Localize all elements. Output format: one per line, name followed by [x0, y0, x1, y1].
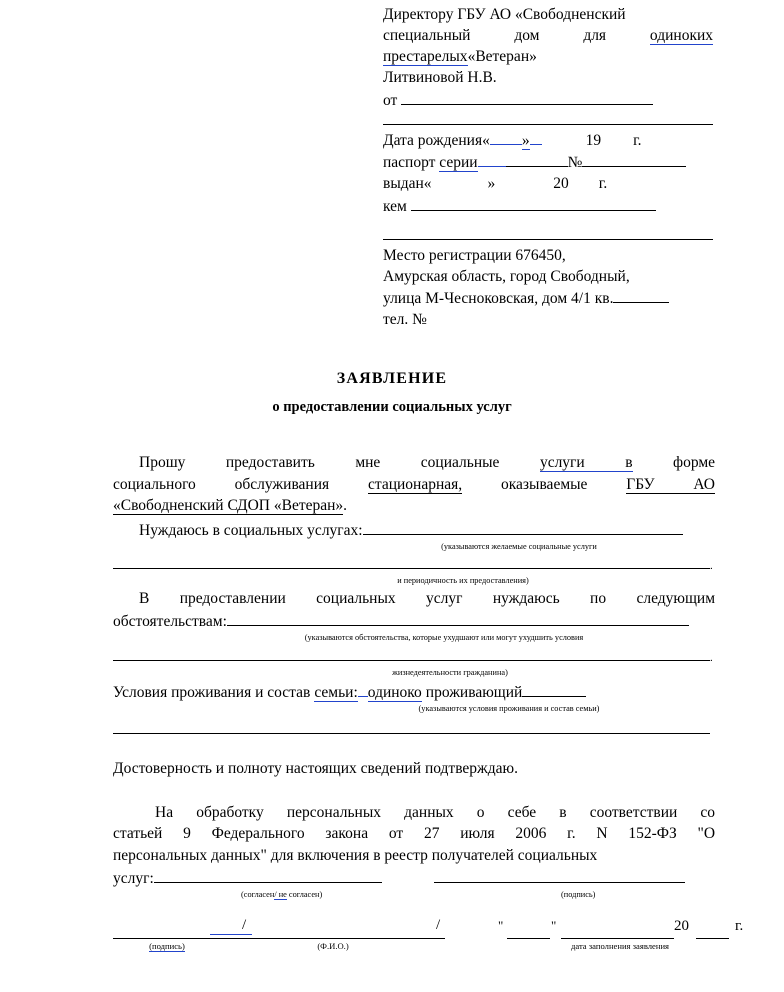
- issued-by-label: кем: [383, 198, 407, 215]
- circumstances-paragraph: [113, 588, 715, 610]
- birthdate-year-suffix: г.: [633, 132, 642, 149]
- request-paragraph: [113, 452, 715, 517]
- request-w8: обслуживания: [234, 475, 330, 493]
- addressee-word-dom: дом: [514, 27, 540, 44]
- request-w2: предоставить: [225, 454, 315, 471]
- passport-label: паспорт: [383, 154, 436, 171]
- issued-year-prefix: 20: [553, 175, 569, 192]
- living-caption: (указываются условия проживания и состав семьи): [418, 704, 600, 713]
- circ-label-2: обстоятельствам:: [113, 613, 227, 630]
- request-w7: социального: [113, 475, 196, 493]
- passport-number-sign: №: [567, 154, 583, 171]
- footer-signature-block: [113, 912, 744, 972]
- circumstances-caption-1: (указываются обстоятельства, которые ухудшают или могут ухудшить условия: [304, 633, 584, 642]
- addressee-line-1-text: Директору ГБУ АО «Свободненский: [383, 6, 626, 23]
- living-field-2[interactable]: [113, 720, 710, 734]
- consent-line-2: [113, 823, 715, 845]
- spacer-2: [383, 217, 713, 239]
- consent-caption-a: (согласен: [241, 890, 275, 899]
- footer-date-year-line[interactable]: [696, 938, 729, 939]
- passport-number-field[interactable]: [582, 151, 686, 167]
- addressee-line-1: [383, 4, 713, 25]
- document-body: [113, 452, 715, 902]
- need-caption-1: (указываются желаемые социальные услуги: [441, 541, 597, 551]
- request-w11-org[interactable]: ГБУ АО: [626, 475, 715, 493]
- birthdate-quote-close: »: [521, 132, 530, 149]
- consent-w8: Федерального: [211, 825, 305, 842]
- request-line-2: [113, 474, 715, 496]
- footer-slash-2: /: [436, 917, 441, 933]
- circ-w6: по: [590, 589, 607, 607]
- consent-paragraph: [113, 802, 715, 867]
- circ-period: .: [710, 652, 713, 664]
- request-w1: Прошу: [139, 454, 186, 471]
- addressee-word-odinokih[interactable]: одиноких: [649, 27, 714, 44]
- consent-captions-row: [113, 888, 715, 902]
- living-conditions-row: [113, 680, 715, 702]
- circ-w4: услуг: [426, 589, 463, 607]
- circumstances-field-row: [113, 609, 715, 631]
- request-w4: социальные: [420, 454, 500, 471]
- circumstances-caption-2: жизнедеятельности гражданина): [392, 668, 508, 677]
- living-value-2: проживающий: [425, 684, 523, 701]
- footer-quote-open: ": [498, 918, 504, 933]
- issued-quote-close: »: [487, 175, 496, 192]
- footer-signature-caption-text: (подпись): [149, 941, 185, 951]
- circumstances-field[interactable]: [227, 609, 689, 626]
- consent-caption-agree: [241, 889, 322, 900]
- need-continuation-row: [113, 555, 715, 574]
- request-w5-services-in[interactable]: услуги в: [539, 454, 633, 471]
- footer-signature-caption: [127, 941, 207, 951]
- birthdate-year-prefix: 19: [585, 132, 602, 149]
- circ-w5: нуждаюсь: [492, 589, 560, 607]
- request-line-1: [113, 452, 715, 474]
- from-label: от: [383, 92, 398, 109]
- footer-slash-1: /: [242, 917, 247, 933]
- birthdate-month-field[interactable]: [530, 129, 542, 145]
- consent-caption-signature: (подпись): [561, 890, 596, 899]
- footer-signature-line[interactable]: [113, 938, 445, 939]
- consent-w14: г.: [567, 825, 576, 842]
- addressee-line-3: [383, 46, 713, 67]
- footer-fio-caption: (Ф.И.О.): [317, 941, 349, 951]
- birthdate-row: [383, 129, 713, 151]
- registration-line-1: Место регистрации 676450,: [383, 247, 566, 264]
- consent-w13: 2006: [515, 825, 547, 842]
- circ-w2: предоставлении: [179, 589, 286, 607]
- circ-w3: социальных: [316, 589, 396, 607]
- consent-w10: от: [388, 825, 404, 842]
- need-services-field-2[interactable]: [113, 555, 710, 569]
- registration-street-text: улица М-Чесноковская, дом 4/1 кв.: [383, 290, 614, 307]
- consent-w2: обработку: [196, 803, 264, 821]
- consent-line-3: персональных данных" для включения в реестр получателей социальных: [113, 846, 598, 864]
- request-w9-form-value[interactable]: стационарная,: [367, 475, 463, 493]
- passport-series-field[interactable]: [506, 151, 568, 167]
- consent-field-row: [113, 866, 715, 888]
- need-label: Нуждаюсь в социальных услугах:: [139, 521, 363, 539]
- consent-w4: данных: [404, 803, 454, 821]
- birthdate-day-field[interactable]: [490, 129, 522, 145]
- request-w3: мне: [355, 454, 381, 471]
- addressee-block: [383, 4, 713, 330]
- living-family-label[interactable]: семьи:: [314, 684, 358, 701]
- addressee-word-special: специальный: [383, 27, 471, 44]
- living-gap-blue: [358, 681, 368, 697]
- birthdate-quote-open: «: [482, 132, 490, 149]
- passport-series-row: [383, 151, 713, 173]
- issued-quote-open: «: [423, 175, 432, 192]
- issued-year-suffix: г.: [598, 175, 608, 192]
- footer-date-month-line[interactable]: [561, 938, 674, 939]
- need-caption-2: и периодичность их предоставления): [397, 575, 529, 585]
- passport-series-field-blue[interactable]: [478, 151, 506, 167]
- footer-year-suffix: г.: [735, 918, 744, 934]
- consent-caption-c: согласен): [286, 890, 323, 899]
- consent-w15: N: [596, 825, 608, 842]
- document-subtitle: о предоставлении социальных услуг: [272, 399, 512, 415]
- issued-label: выдан: [383, 175, 424, 192]
- footer-date-caption: дата заполнения заявления: [570, 941, 670, 951]
- from-blank-field[interactable]: [401, 88, 653, 105]
- passport-issued-row: [383, 173, 713, 194]
- footer-slash-underline-blue: [210, 934, 252, 935]
- issued-by-field[interactable]: [411, 194, 656, 211]
- registration-line-3: [383, 287, 713, 309]
- need-services-row: [113, 518, 715, 540]
- consent-w11: 27: [423, 825, 440, 842]
- header-divider-rule: [383, 124, 713, 125]
- birthdate-label: Дата рождения: [383, 132, 483, 149]
- addressee-director-name: Литвиновой Н.В.: [383, 69, 497, 86]
- consent-w5: о себе в соответствии со: [476, 803, 716, 821]
- circ-w7: следующим: [636, 589, 715, 607]
- request-w10: оказываемые: [500, 475, 588, 493]
- consent-w7: 9: [183, 825, 191, 842]
- document-title: ЗАЯВЛЕНИЕ: [336, 370, 448, 387]
- addressee-word-dlya: для: [583, 27, 607, 44]
- addressee-line-2-row: [383, 25, 713, 46]
- addressee-word-veteran: «Ветеран»: [467, 48, 537, 65]
- living-value[interactable]: одиноко: [367, 684, 422, 701]
- request-line-3: [113, 495, 715, 517]
- need-services-field[interactable]: [363, 518, 683, 535]
- registration-divider-rule: [383, 239, 713, 240]
- consent-line-1: [113, 802, 715, 824]
- consent-w3: персональных: [286, 803, 382, 821]
- consent-caption-b[interactable]: / не: [274, 890, 287, 899]
- footer-year-prefix: 20: [674, 918, 689, 934]
- consent-label: услуг:: [113, 870, 154, 887]
- living-continuation-row: [113, 720, 715, 739]
- spacer-1: [383, 111, 713, 124]
- footer-quote-close: ": [551, 918, 557, 933]
- circumstances-field-2[interactable]: [113, 647, 710, 661]
- issued-by-row: [383, 194, 713, 217]
- circumstances-line-1: [113, 588, 715, 610]
- consent-w17: "О: [697, 825, 716, 842]
- request-w13-period: .: [343, 497, 348, 514]
- need-period: .: [710, 559, 713, 572]
- addressee-line-2: [383, 25, 713, 46]
- confirmation-text: Достоверность и полноту настоящих сведений подтверждаю.: [113, 760, 518, 777]
- registration-phone: тел. №: [383, 311, 427, 328]
- consent-w9: закона: [325, 825, 369, 842]
- passport-series-label[interactable]: серии: [439, 154, 478, 171]
- consent-w1: На: [155, 803, 174, 821]
- registration-line-2: Амурская область, город Свободный,: [383, 268, 630, 285]
- addressee-word-prestarelyh[interactable]: престарелых: [383, 48, 468, 65]
- circumstances-continuation-row: [113, 647, 715, 666]
- living-field[interactable]: [522, 680, 586, 697]
- request-w6: форме: [673, 454, 716, 471]
- from-row: [383, 88, 713, 111]
- consent-w12: июля: [460, 825, 495, 842]
- registration-apartment-field[interactable]: [613, 287, 669, 303]
- consent-field[interactable]: [154, 866, 382, 883]
- consent-signature-field[interactable]: [434, 866, 685, 883]
- circ-w1: В: [139, 589, 150, 607]
- request-w12-org-name[interactable]: «Свободненский СДОП «Ветеран»: [113, 497, 344, 514]
- consent-w6: статьей: [113, 825, 163, 842]
- living-label: Условия проживания и состав: [113, 684, 311, 701]
- consent-w16: 152-ФЗ: [628, 825, 677, 842]
- footer-date-day-line[interactable]: [507, 938, 550, 939]
